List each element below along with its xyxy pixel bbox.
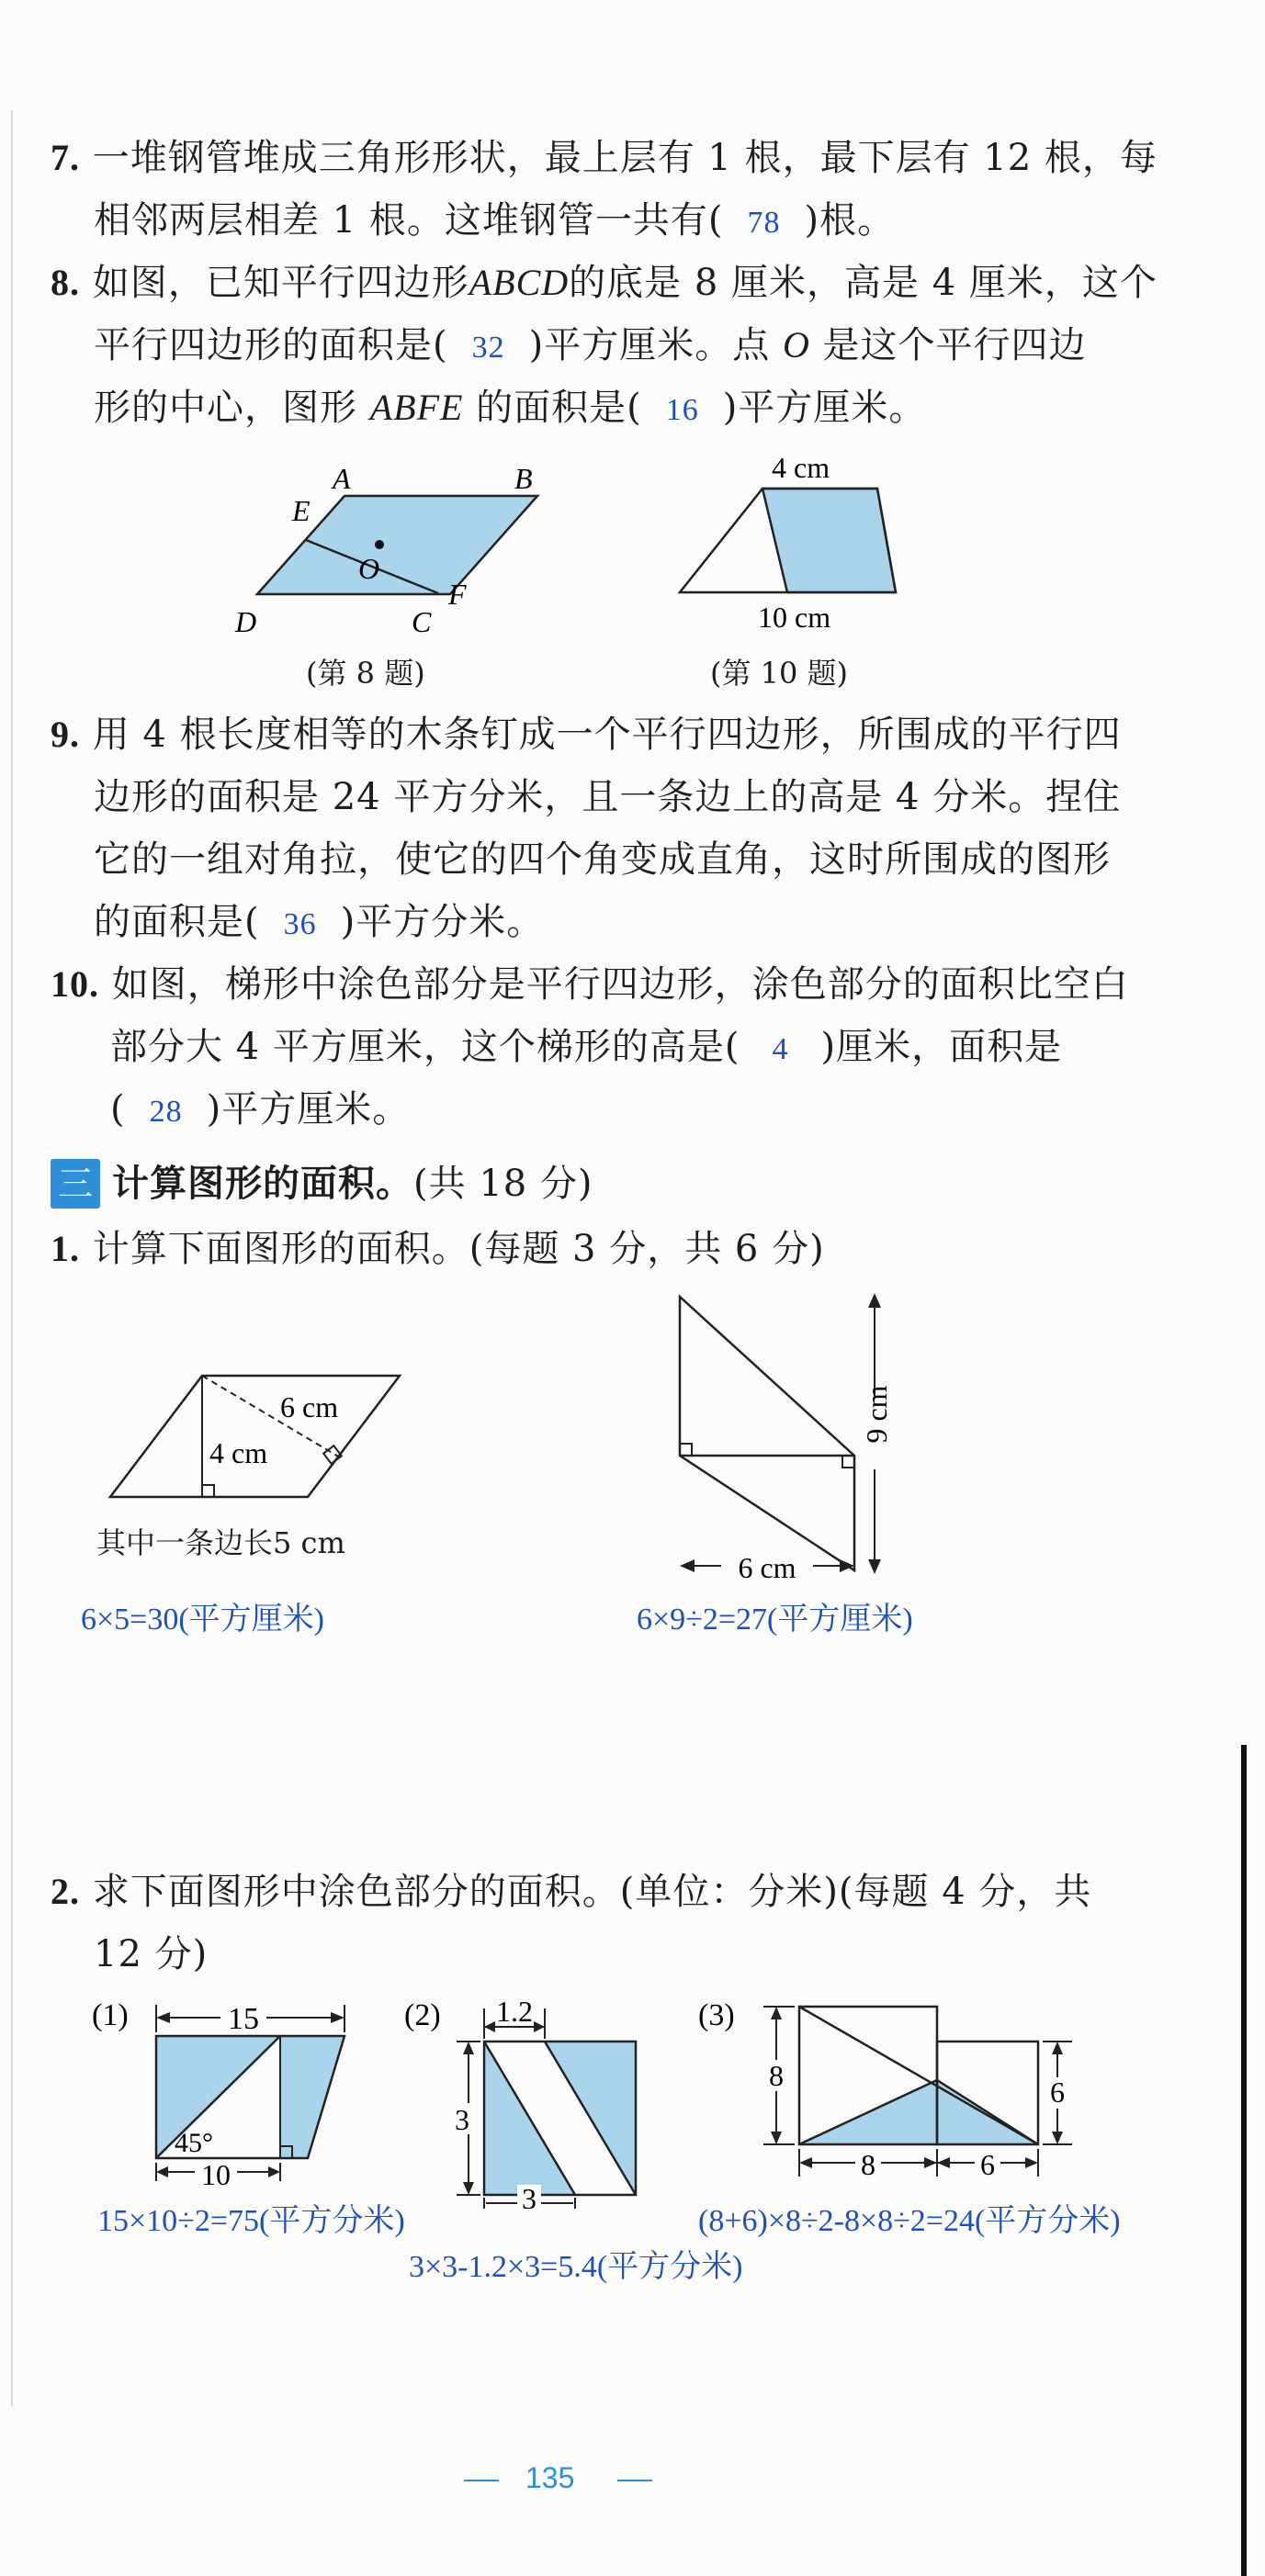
label-top-4cm: 4 cm (772, 451, 830, 484)
question-8-line2: 平行四边形的面积是( 32 )平方厘米。点 O 是这个平行四边 (94, 314, 1087, 379)
right-edge-line (1241, 1745, 1247, 2576)
s1a-note: 其中一条边长5 cm (96, 1525, 345, 1560)
label-1: (1) (92, 1998, 129, 2032)
label-B: B (514, 462, 533, 495)
label-F: F (448, 578, 467, 611)
question-8-line3: 形的中心，图形 ABFE 的面积是( 16 )平方厘米。 (94, 377, 926, 442)
label-E: E (292, 494, 311, 527)
question-8: 8. 如图，已知平行四边形ABCD的底是 8 厘米，高是 4 厘米，这个 (51, 262, 1158, 304)
figure-s1-parallelogram (101, 1359, 413, 1515)
question-7: 7. 一堆钢管堆成三角形形状，最上层有 1 根，最下层有 12 根，每 (51, 137, 1158, 179)
label-bottom-10cm: 10 cm (758, 601, 831, 634)
question-9-line3: 它的一组对角拉，使它的四个角变成直角，这时所围成的图形 (94, 838, 1111, 881)
figure-s2-1 (87, 1988, 363, 2190)
question-9-line4: 的面积是( 36 )平方分米。 (94, 891, 544, 956)
s1a-answer: 6×5=30(平方厘米) (81, 1603, 324, 1637)
label-8-bottom: 8 (861, 2148, 875, 2181)
label-4cm: 4 cm (209, 1436, 268, 1469)
label-8-left: 8 (769, 2059, 784, 2092)
s2c-answer: (8+6)×8÷2-8×8÷2=24(平方分米) (698, 2204, 1121, 2238)
label-O: O (358, 552, 380, 585)
figure-10-trapezoid (671, 450, 919, 638)
question-9: 9. 用 4 根长度相等的木条钉成一个平行四边形，所围成的平行四 (51, 714, 1122, 756)
figure-s2-3 (694, 1988, 1079, 2195)
label-9cm: 9 cm (860, 1385, 893, 1444)
label-A: A (333, 462, 351, 495)
label-C: C (412, 605, 432, 638)
footer-left-dash (464, 2480, 499, 2481)
figure-8-parallelogram (230, 459, 570, 643)
figure-8-caption: (第 8 题) (306, 656, 425, 691)
label-45deg: 45° (175, 2128, 213, 2158)
section-3-badge: 三 (51, 1159, 100, 1209)
question-10-line2: 部分大 4 平方厘米，这个梯形的高是( 4 )厘米，面积是 (110, 1016, 1062, 1081)
answer-q8-area: 32 (471, 331, 505, 365)
question-7-line2: 相邻两层相差 1 根。这堆钢管一共有( 78 )根。 (94, 189, 895, 254)
figure-s1-triangle (643, 1286, 919, 1598)
label-10: 10 (201, 2158, 231, 2190)
page-number: 135 (525, 2461, 575, 2494)
figure-s2-2 (400, 1988, 657, 2209)
label-6cm: 6 cm (738, 1551, 796, 1584)
figure-10-caption: (第 10 题) (710, 656, 849, 691)
s1b-answer: 6×9÷2=27(平方厘米) (637, 1603, 913, 1637)
answer-q10-height: 4 (772, 1032, 789, 1066)
section3-question-2: 2. 求下面图形中涂色部分的面积。(单位：分米)(每题 4 分，共 (51, 1871, 1092, 1913)
left-margin-line (11, 110, 13, 2406)
label-D: D (235, 605, 257, 638)
section-3-title: 计算图形的面积。(共 18 分) (112, 1162, 593, 1205)
label-6-bottom: 6 (980, 2148, 995, 2181)
s2a-answer: 15×10÷2=75(平方分米) (97, 2204, 405, 2238)
label-3: (3) (698, 1998, 735, 2032)
answer-q9: 36 (283, 907, 317, 941)
section3-question-2-line2: 12 分) (94, 1933, 209, 1975)
answer-q7: 78 (747, 206, 781, 240)
question-9-line2: 边形的面积是 24 平方分米，且一条边上的高是 4 分米。捏住 (94, 776, 1122, 818)
label-2: (2) (404, 1998, 441, 2032)
answer-q10-area: 28 (149, 1095, 183, 1129)
label-3-bottom: 3 (522, 2182, 536, 2209)
label-15: 15 (228, 2002, 259, 2036)
footer-right-dash (617, 2480, 652, 2481)
label-3-left: 3 (455, 2103, 469, 2136)
label-6cm: 6 cm (280, 1390, 339, 1423)
label-1-2: 1.2 (496, 1995, 533, 2028)
question-10: 10. 如图，梯形中涂色部分是平行四边形，涂色部分的面积比空白 (51, 963, 1129, 1006)
label-6-right: 6 (1050, 2075, 1065, 2109)
question-10-line3: ( 28 )平方厘米。 (110, 1078, 410, 1143)
answer-q8-abfe: 16 (665, 393, 699, 427)
section3-question-1: 1. 计算下面图形的面积。(每题 3 分，共 6 分) (51, 1228, 825, 1270)
s2b-answer: 3×3-1.2×3=5.4(平方分米) (409, 2250, 743, 2284)
